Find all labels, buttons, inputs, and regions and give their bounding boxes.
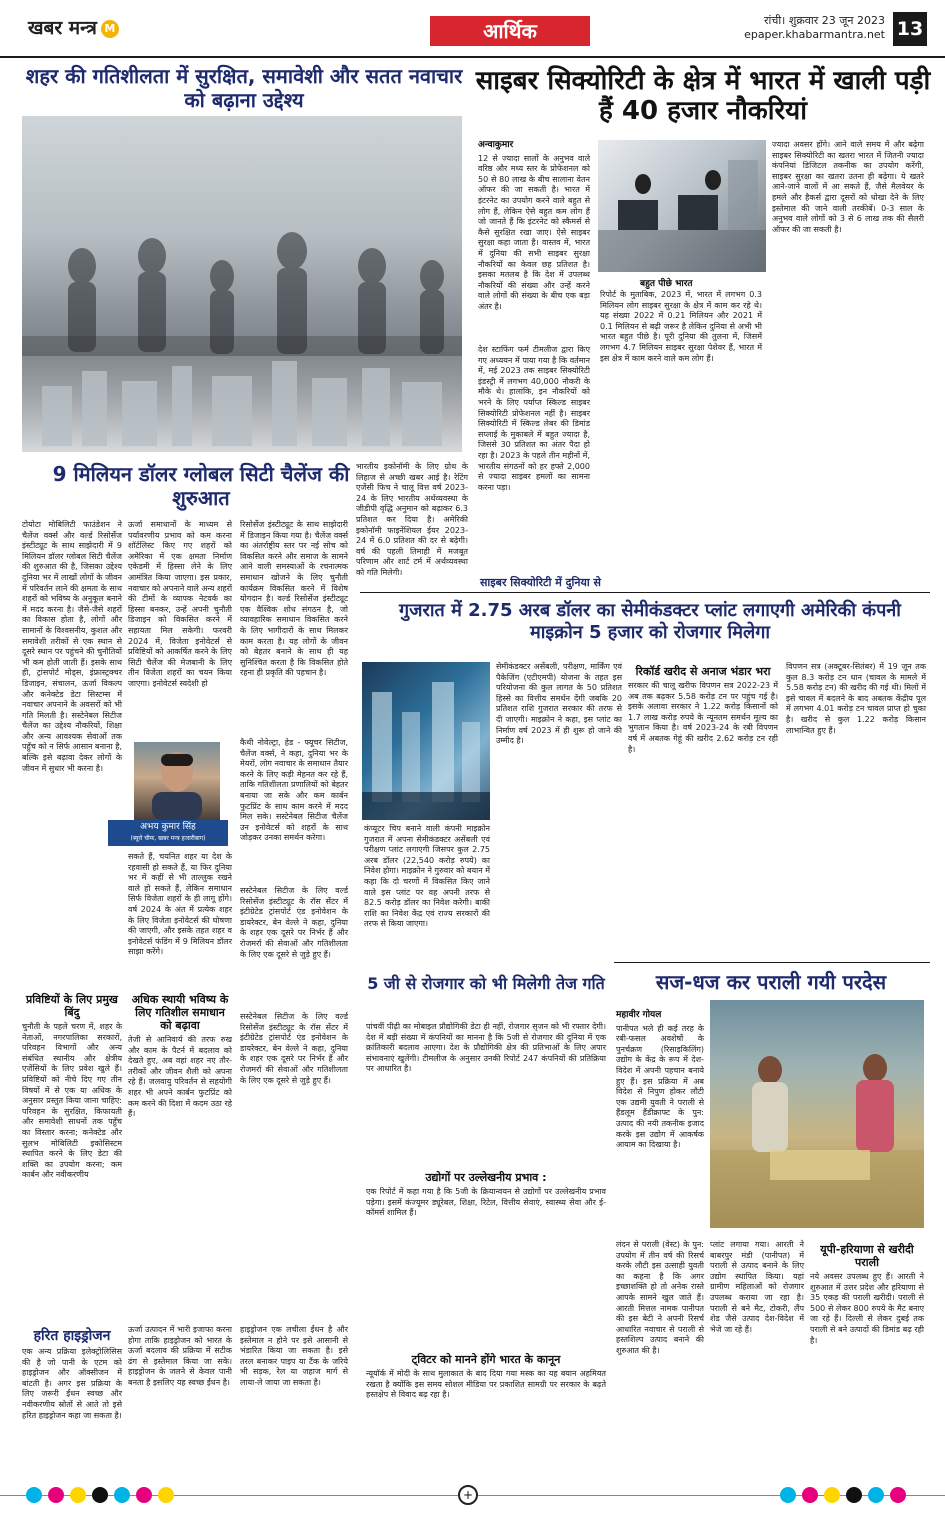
- article4-col1: पांचवीं पीढ़ी का मोबाइल प्रौद्योगिकी डेटा ही नहीं, रोजगार सृजन को भी रफ्तार देगी। देश में बड़ी संख्या में कंपनियों का मानना है कि 5जी से रोजगार की दुनिया में एक क्रांतिकारी बदलाव आएगा। देश के प्रौद्योगिकी क्षेत्र की प्रतिभाओं के लिए अपार संभावनाएं खुलेंगी। टीमलीज के अनुसार उनकी रिपोर्ट 247 कंपनियों की प्रतिक्रिया पर आधारित है।: [366, 1022, 606, 1074]
- cyan-dot-icon: [114, 1487, 130, 1503]
- article2-col2: देश स्टाफिंग फर्म टीमलीज द्वारा किए गए अध्ययन में पाया गया है कि वर्तमान में, मई 2023 तक साइबर सिक्योरिटी इंडस्ट्री में लगभग 40,000 नौकरी के मौके थे। हालांकि, इन नौकरियों को भरने के लिए पर्याप्त स्किल्ड साइबर सिक्योरिटी प्रोफेशनल नहीं है। साइबर सिक्योरिटी में स्किल्ड लेबर की डिमांड सप्लाई के मुकाबले में बहुत ज्यादा है, जिससे 30 प्रतिशत का अंतर पैदा हो रहा है। 2023 के पहले तीन महीनों में, भारतीय संगठनों को हर हफ्ते 2,000 से ज्यादा साइबर हमलों का सामना करना पड़ा।: [478, 345, 590, 492]
- page-number: 13: [893, 12, 927, 46]
- article1-top-headline: शहर की गतिशीलता में सुरक्षित, समावेशी और सतत नवाचार को बढ़ाना उद्देश्य: [25, 64, 463, 112]
- registration-crosshair-icon: +: [458, 1485, 478, 1505]
- yellow-dot-icon: [158, 1487, 174, 1503]
- article1-col-c2-wrap: [128, 990, 232, 1320]
- newspaper-logo: [28, 14, 119, 40]
- subhead-pravishti: प्रविष्टियों के लिए प्रमुख बिंदु: [26, 993, 118, 1019]
- farmers-illustration: [710, 1000, 924, 1228]
- yellow-dot-icon: [824, 1487, 840, 1503]
- dateline: रांची। शुक्रवार 23 जून 2023: [764, 14, 885, 27]
- magenta-dot-icon: [802, 1487, 818, 1503]
- subhead-adhik: अधिक स्थायी भविष्य के लिए गतिशील समाधान को बढ़ावा: [131, 993, 229, 1032]
- cyan-dot-icon: [780, 1487, 796, 1503]
- article3-col1: कंप्यूटर चिप बनाने वाली कंपनी माइक्रोन गुजरात में अपना सेमीकंडक्टर असेंबली एवं परीक्षण प्लांट लगाएगी जिसपर कुल 2.75 अरब डॉलर (22,540 करोड़ रुपये) का निवेश होगा। माइक्रोन ने गुरुवार को बयान में कहा कि दो चरणों में विकसित किए जाने वाले इस प्लांट पर वह अपनी तरफ से 82.5 करोड़ डॉलर का निवेश करेगी। बाकी राशि का निवेश केंद्र एवं राज्य सरकारों की तरफ से किया जाएगा।: [364, 824, 490, 929]
- article3-col3: सरकार की चालू खरीफ विपणन सत्र 2022-23 में अब तक बढ़कर 5.58 करोड़ टन पर पहुंच गई है। इसके अलावा सरकार ने 1.22 करोड़ किसानों को 1.7 लाख करोड़ रुपये के न्यूनतम समर्थन मूल्य का भुगतान किया है। वर्ष 2023-24 के रबी विपणन वर्ष में अबतक गेहूं की खरीद 2.62 करोड़ टन रही है।: [628, 681, 778, 754]
- article2-col1: 12 से ज्यादा सालों के अनुभव वाले वरिष्ठ और मध्य स्तर के प्रोफेशनल को 50 से 80 लाख के बीच सालाना वेतन ऑफर की जा सकती है। भारत में इंटरनेट का उपयोग करने वाले बहुत से लोग हैं, लेकिन ऐसे बहुत कम लोग हैं जो जानते हैं कि इंटरनेट को स्कैमर्स से कैसे सुरक्षित रखा जाए। ऐसे साइबर सुरक्षा कहा जाता है। वास्तव में, भारत में दुनिया की सभी साइबर सुरक्षा नौकरियों का केवल छह प्रतिशत है। इसका मतलब है कि देश में उपलब्ध नौकरियों की संख्या और उन्हें करने वाले लोगों की संख्या के बीच एक बड़ा अंतर है।: [478, 153, 590, 311]
- article3-col4: विपणन सत्र (अक्टूबर-सितंबर) में 19 जून तक कुल 8.3 करोड़ टन धान (चावल के मामले में 5.58 करोड़ टन) की खरीद की गई थी। मिलों में इसे चावल में बदलने के बाद अबतक केंद्रीय पूल में लगभग 4.01 करोड़ टन चावल प्राप्त हो चुका है। खरीद से कुल 1.22 करोड़ किसान लाभान्वित हुए हैं।: [786, 662, 926, 735]
- logo-text: खबर मन्त्र: [28, 17, 97, 39]
- black-dot-icon: [92, 1487, 108, 1503]
- article4-col2: एक रिपोर्ट में कहा गया है कि 5जी के क्रियान्वयन से उद्योगों पर उल्लेखनीय प्रभाव पड़ेगा। इसमें कंज्यूमर ड्यूरेबल, शिक्षा, रिटेल, वित्तीय सेवाएं, स्वास्थ्य सेवा और ई-कॉमर्स शामिल हैं।: [366, 1187, 606, 1218]
- article3-col3-wrap: [628, 662, 778, 952]
- article1-street-photo: [22, 116, 462, 452]
- article2-byline: अन्वाकुमार: [478, 140, 514, 150]
- article1-col4: भारतीय इकोनॉमी के लिए ग्रोथ के लिहाज से अच्छी खबर आई है। रेटिंग एजेंसी फिच ने चालू वित्त वर्ष 2023-24 के लिए भारतीय अर्थव्यवस्था के जीडीपी वृद्धि अनुमान को बढ़ाकर 6.3 प्रतिशत कर दिया है। अमेरिकी इकोनॉमी फाइनेंशियल ईयर 2023-24 में 6.0 प्रतिशत की दर से बढ़ेगी। वर्ष की पहली तिमाही में मजबूत परिणाम और शार्ट टर्म में अर्थव्यवस्था को गति मिलेगी।: [356, 462, 468, 577]
- article1-col-d3: हाइड्रोजन एक लचीला ईंधन है और इस्तेमाल न होने पर इसे आसानी से भंडारित किया जा सकता है। इसे तरल बनाकर पाइप या टैंक के जरिये भी सड़क, रेल या जहाज मार्ग से लाया-ले जाया जा सकता है।: [240, 1325, 348, 1387]
- article1-col-d1-wrap: [22, 1325, 122, 1455]
- article3-col2: सेमीकंडक्टर असेंबली, परीक्षण, मार्किंग एवं पैकेजिंग (एटीएमपी) योजना के तहत इस परियोजना की कुल लागत के 50 प्रतिशत हिस्से का वित्तीय समर्थन देंगी जबकि 20 प्रतिशत राशि गुजरात सरकार की तरफ से दी जाएगी। माइक्रोन ने कहा, इस प्लांट का निर्माण वर्ष 2023 में ही शुरू हो जाने की उम्मीद है।: [496, 662, 622, 746]
- article1-col-d1: एक अन्य प्रक्रिया इलेक्ट्रोलिसिस की है जो पानी के एटम को हाइड्रोजन और ऑक्सीजन में बांटती है। अगर इस प्रक्रिया के लिए जरूरी ईंधन स्वच्छ और नवीकरणीय स्रोतों से आते तो इसे हरित हाइड्रोजन कहा जा सकता है।: [22, 1347, 122, 1420]
- article5-col3: प्लांट लगाया गया। आरती ने बाबरपुर मंडी (पानीपत) में पराली से उत्पाद बनाने के लिए उद्योग स्थापित किया। यहां ग्रामीण महिलाओं को रोजगार उपलब्ध कराया जा रहा है। पराली से बने मैट, टोकरी, लैंप शेड जैसे उत्पाद देश-विदेश में भेजे जा रहे हैं।: [710, 1240, 804, 1334]
- article1-col-c3: सस्टेनेबल सिटीज के लिए वर्ल्ड रिसोर्सेज इंस्टीट्यूट के रॉस सेंटर में इंटीग्रेटेड ट्रांसपोर्ट एंड इनोवेशन के डायरेक्टर, बेन वेल्ले ने कहा, दुनिया के शहर एक दूसरे पर निर्भर हैं और रोजमर्रा की सेवाओं और गतिशीलता के लिए एक दूसरे से जुड़े हुए हैं।: [240, 1012, 348, 1085]
- article1-col2: ऊर्जा समाधानों के माध्यम से पर्यावरणीय प्रभाव को कम करना शॉर्टलिस्ट किए गए शहरों को अमेरिका में एक क्षमता निर्माण एकेडमी में हिस्सा लेने के लिए आमंत्रित किया जाएगा। इस प्रकार, नवाचार को अपनाने वाले अन्य शहरों की टीमों के व्यापक नेटवर्क का हिस्सा बनकर, उन्हें अपनी चुनौती डिजाइन को विकसित करने में सहायता मिल सकेगी। फरवरी 2024 में, विजेता इनोवेटर्स से प्रविष्टियों को आकर्षित करने के लिए सिटी चैलेंज की मेजबानी के लिए तीन विजेता शहरों का चयन किया जाएगा। इनोवेटर्स स्वदेशी हो: [128, 520, 233, 688]
- article2-sub-world: साइबर सिक्योरिटी में दुनिया से: [480, 576, 601, 589]
- office-workers-illustration: [598, 140, 766, 272]
- dateline-block: [744, 14, 885, 42]
- article5-byline: महावीर गोयल: [616, 1010, 662, 1020]
- article5-col4-wrap: [810, 1240, 924, 1455]
- author-photo: [134, 742, 220, 820]
- black-dot-icon: [846, 1487, 862, 1503]
- subhead-hydrogen: हरित हाइड्रोजन: [33, 1328, 111, 1344]
- article1-col-c1: चुनौती के पहले चरण में, शहर के नेताओं, नगरपालिका सरकारों, परिवहन विभागों और अन्य संबंधित स्थानीय और क्षेत्रीय एजेंसियों के लिए प्रवेश खुले हैं। प्रविष्टियों को नीचे दिए गए तीन विषयों में से एक या अधिक के अनुसार प्रस्तुत किया जाना चाहिए: परिवहन के सुरक्षित, किफायती और समावेशी साधनों तक पहुँच का विस्तार करना; कनेक्टेड और सुलभ मोबिलिटी इकोसिस्टम स्थापित करने के लिए डेटा की शक्ति का उपयोग करना; कम कार्बन और नवीकरणीय: [22, 1022, 122, 1180]
- article4-headline: 5 जी से रोजगार को भी मिलेगी तेज गति: [367, 974, 605, 993]
- logo-mark-icon: M: [101, 20, 119, 38]
- article5-col2: लंदन से पराली (वेस्ट) के पुन: उपयोग में तीन वर्ष की रिसर्च करके लौटी इस उत्साही युवती का कहना है कि अगर इच्छाशक्ति हो तो अनेक रास्ते आपके सामने खुल जाते हैं। आरती मित्तल नामक पानीपत की इस बेटी ने अपनी रिसर्च आधारित नवाचार से पराली से हस्तशिल्प उत्पाद बनाने की शुरुआत की है।: [616, 1240, 704, 1355]
- article2-col3: रिपोर्ट के मुताबिक, 2023 में, भारत में लगभग 0.3 मिलियन लोग साइबर सुरक्षा के क्षेत्र में काम कर रहे थे। यह संख्या 2022 में 0.21 मिलियन और 2021 में 0.1 मिलियन से बढ़ी जरूर है लेकिन दुनिया से अभी भी भारत बहुत पीछे है। पूरी दुनिया की तुलना में, जिसमें लगभग 4.7 मिलियन साइबर सुरक्षा पेशेवर हैं, भारत में इस क्षेत्र में काम करने वाले कम लोग हैं।: [600, 290, 762, 363]
- yellow-dot-icon: [70, 1487, 86, 1503]
- article2-headline: साइबर सिक्योरिटी के क्षेत्र में भारत में खाली पड़ी हैं 40 हजार नौकरियां: [475, 66, 931, 126]
- cyan-dot-icon: [868, 1487, 884, 1503]
- divider-line-2: [614, 962, 930, 963]
- article5-headline: सज-धज कर पराली गयी परदेस: [655, 970, 887, 994]
- author-title: (ब्यूरो चीफ, खबर मन्त्र हजारीबाग): [130, 835, 206, 842]
- subhead-up: यूपी-हरियाणा से खरीदी पराली: [820, 1243, 914, 1269]
- article1-col-c1-wrap: [22, 990, 122, 1320]
- article1-col-d2: ऊर्जा उत्पादन में भारी इजाफा करना होगा ताकि हाइड्रोजन को भारत के ऊर्जा बदलाव की प्रक्रिया में सटीक ढंग से इस्तेमाल किया जा सके। हाइड्रोजन के जलने से केवल पानी बनता है इसलिए यह स्वच्छ ईंधन है।: [128, 1325, 232, 1387]
- crowd-illustration: [22, 116, 462, 452]
- factory-illustration: [362, 662, 490, 820]
- article2-col4: ज्यादा अवसर होंगे। आने वाले समय में और बढ़ेगा साइबर सिक्योरिटी का खतरा भारत में जितनी ज्यादा कंपनियां डिजिटल तकनीक का उपयोग करेंगी, साइबर सुरक्षा का खतरा उतना ही बढ़ेगा। ये खतरे आने-जाने वालों में आ सकते हैं, जैसे मैलवेयर के हमले और हैकर्स द्वारा दूसरों को धोखा देने के लिए इस्तेमाल की जाने वाली तरकीबें। 0-3 साल के अनुभव वाले लोगों को 3 से 6 लाख तक की सैलरी ऑफर की जा सकती है।: [772, 140, 924, 234]
- author-name: अभय कुमार सिंह: [140, 822, 196, 832]
- author-caption: [108, 820, 228, 846]
- article1-col3: रिसोर्सेज इंस्टीट्यूट के साथ साझेदारी में डिजाइन किया गया है। चैलेंज वर्क्स का अंतर्राष्ट्रीय स्तर पर नई सोच को विकसित करने और समाज के सामने आने वाली समस्याओं के रचनात्मक समाधान खोजने के लिए चुनौती कार्यक्रम विकसित करने में विशेष योगदान है। वर्ल्ड रिसोर्सेज इंस्टीट्यूट एक वैश्विक शोध संगठन है, जो व्यावहारिक समाधान विकसित करने के लिए भागीदारों के साथ मिलकर काम करता है। यह लोगों के जीवन को बेहतर बनाने के साथ ही यह सुनिश्चित करता है कि विकसित होते रहना ही प्रकृति की पहचान है।: [240, 520, 348, 678]
- magenta-dot-icon: [48, 1487, 64, 1503]
- article1-col-c2: तेजी से आनिवार्य की तरफ रुख और काम के पैटर्न में बदलाव को देखते हुए, अब वहां शहर नए तौर-तरीकों और जीवन शैली को अपना रहे हैं। जलवायु परिवर्तन से सहयोगी शहर भी अपने कार्बन फुटप्रिंट को कम करने की दिशा में कदम उठा रहे हैं।: [128, 1035, 232, 1119]
- section-tag: आर्थिक: [430, 16, 590, 46]
- subhead-twitter: ट्विटर को मानने होंगे भारत के कानून: [411, 1353, 561, 1366]
- article4-col2-wrap: [366, 1168, 606, 1368]
- article1-col-b1: कैथी नोवेल्ट्रा, हेड - फ्यूचर सिटीज, चैलेंज वर्क्स, ने कहा, दुनिया भर के मेयरों, लोग नवाचार के समाधान तैयार करने के लिए कड़ी मेहनत कर रहे हैं, ताकि गतिशीलता प्रणालियों को बेहतर बनाया जा सके और कम कार्बन फुटप्रिंट के साथ काम करने में मदद मिल सके। सस्टेनेबल सिटीज चैलेंज उन इनोवेटर्स को शहरों के साथ जोड़कर उनका समर्थन करेगा।: [240, 738, 348, 843]
- magenta-dot-icon: [890, 1487, 906, 1503]
- subhead-reserve: रिकॉर्ड खरीद से अनाज भंडार भरा: [635, 665, 771, 678]
- subhead-sector: उद्योगों पर उल्लेखनीय प्रभाव :: [425, 1171, 547, 1184]
- article2-photo-caption: बहुत पीछे भारत: [640, 279, 693, 289]
- article3-headline: गुजरात में 2.75 अरब डॉलर का सेमीकंडक्टर प्लांट लगाएगी अमेरिकी कंपनी माइक्रोन 5 हजार को रोजगार मिलेगा: [399, 600, 901, 643]
- article1-col-b3: सस्टेनेबल सिटीज के लिए वर्ल्ड रिसोर्सेज इंस्टीट्यूट के रॉस सेंटर में इंटीग्रेटेड ट्रांसपोर्ट एंड इनोवेशन के डायरेक्टर, बेन वेल्ले ने कहा, दुनिया के शहर एक दूसरे पर निर्भर हैं और रोजमर्रा की सेवाओं और गतिशीलता के लिए एक दूसरे से जुड़े हुए हैं।: [240, 886, 348, 959]
- article4-col3: न्यूयॉर्क में मोदी के साथ मुलाकात के बाद दिया गया मस्क का यह बयान अहमियत रखता है क्योंकि इस समय सोशल मीडिया पर प्रकाशित सामग्री पर सरकार के बढ़ते हस्तक्षेप से विवाद बढ़ रहा है।: [366, 1369, 606, 1400]
- article5-col4: नये अवसर उपलब्ध हुए हैं। आरती ने शुरुआत में उत्तर प्रदेश और हरियाणा से 35 एकड़ की पराली खरीदी। पराली से 500 से लेकर 800 रुपये के मैट बनाए जा रहे हैं। दिल्ली से लेकर दुबई तक पराली से बने उत्पादों की डिमांड बढ़ रही है।: [810, 1272, 924, 1345]
- article2-photo: [598, 140, 766, 272]
- cyan-dot-icon: [26, 1487, 42, 1503]
- article1-col-b2: सकते हैं, चयनित शहर या देश के रहवासी हो सकते हैं, या फिर दुनिया भर में कहीं से भी ताल्लुक रखने वाले हो सकते हैं, लेकिन समाधान सिर्फ विजेता शहरों के ही लागू होंगे। वर्ष 2024 के अंत में प्रत्येक शहर के लिए विजेता इनोवेटर्स की घोषणा की जाएगी, और इसके तहत शहर व इनोवेटर्स फंडिंग में 9 मिलियन डॉलर साझा करेंगे।: [128, 852, 232, 957]
- article5-col1: पानीपत भले ही कई तरह के रबी-फसल अवशेषों के पुनर्चक्रण (रिसाइकिलिंग) उद्योग के केंद्र के रूप में देश-विदेश में अपनी पहचान बनाये हुए हैं। इस प्रक्रिया में अब विदेश से निपुण होकर लौटी एक उद्यमी युवती ने पराली से हैंडलूम हैंडीक्राफ्ट के पुन: उत्पाद की नयी तकनीक इजाद करके इस उद्योग में आकर्षक आयाम का दिखाया है।: [616, 1023, 704, 1150]
- page-footer: [0, 1475, 945, 1517]
- divider-line: [360, 592, 930, 593]
- color-registration-left: [26, 1487, 174, 1503]
- article1-col1: टोयोटा मोबिलिटी फाउंडेशन ने चैलेंज वर्क्स और वर्ल्ड रिसोर्सेज इंस्टीट्यूट के साथ साझेदारी में 9 मिलियन डॉलर ग्लोबल सिटी चैलेंज की शुरुआत की है, जिसका उद्देश्य दुनिया भर में लाखों लोगों के जीवन में परिवर्तन लाने की क्षमता के साथ शहरों को भविष्य के अनुकूल बनाने में मदद करना है। जैसे-जैसे शहरों का विकास होता है, लोगों और सामानों के विश्वसनीय, कुशल और समावेशी तरीकों से एक स्थान से दूसरे स्थान पर पहुंचने की चुनौतियों भी कम होती जाती हैं। इसके साथ ही, ट्रांसपोर्ट मोड्स, इंफ्रास्ट्रक्चर डिजाइन, संचालन, ऊर्जा विकल्प और कनेक्टेड डेटा सिस्टम्स में नवाचार अपनाने के अवसरों को भी गति मिलती है। सस्टेनेबल सिटीज चैलेंज का उद्देश्य नौकरियों, शिक्षा और अन्य आवश्यक सेवाओं तक पहुँच को न सिर्फ आसान बनाना है, बल्कि इसे बढ़ावा देकर लोगों के जीवन में सुधार भी करना है।: [22, 520, 122, 773]
- color-registration-right: [780, 1487, 906, 1503]
- article4-col3-wrap: [366, 1350, 606, 1455]
- masthead: [0, 0, 945, 58]
- magenta-dot-icon: [136, 1487, 152, 1503]
- article5-field-photo: [710, 1000, 924, 1228]
- author-silhouette-icon: [134, 742, 220, 820]
- article1-headline: 9 मिलियन डॉलर ग्लोबल सिटी चैलेंज की शुरुआत: [52, 462, 350, 510]
- article3-factory-photo: [362, 662, 490, 820]
- website-link[interactable]: epaper.khabarmantra.net: [744, 28, 885, 41]
